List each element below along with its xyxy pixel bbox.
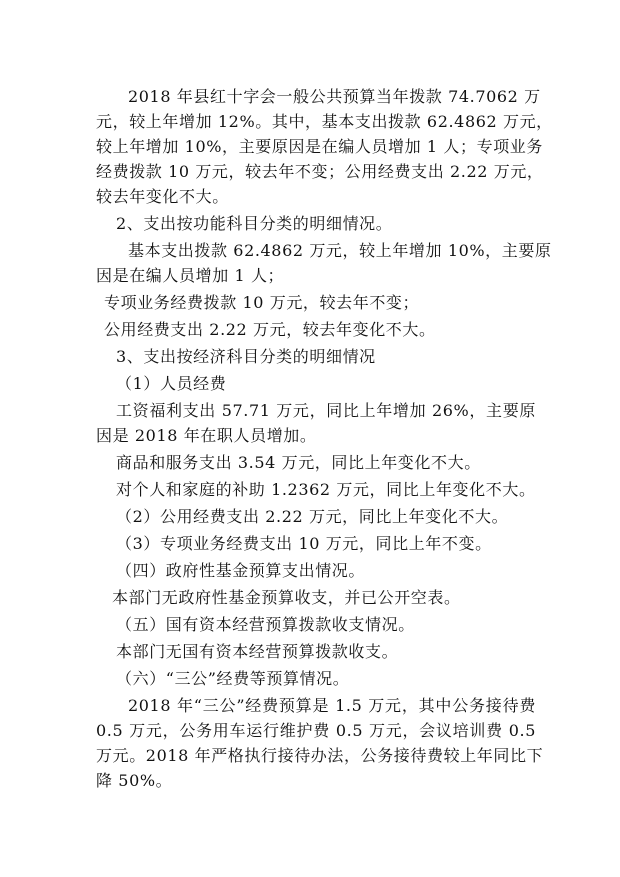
paragraph-line: 商品和服务支出 3.54 万元，同比上年变化不大。 [116,453,481,472]
paragraph-line: 万元。2018 年严格执行接待办法，公务接待费较上年同比下 [96,746,544,765]
subsection-heading: （3）专项业务经费支出 10 万元，同比上年不变。 [116,534,492,553]
section-heading: 3、支出按经济科目分类的明细情况 [116,347,376,366]
paragraph-line: 元，较上年增加 12%。其中，基本支出拨款 62.4862 万元， [96,112,553,131]
paragraph-line: 因是 2018 年在职人员增加。 [96,426,317,445]
document-body [96,84,553,793]
paragraph-line: 工资福利支出 57.71 万元，同比上年增加 26%，主要原 [116,401,536,420]
subsection-heading: （1）人员经费 [116,374,227,393]
section-heading: （五）国有资本经营预算拨款收支情况。 [116,615,415,634]
paragraph-line: 公用经费支出 2.22 万元，较去年变化不大。 [104,320,436,339]
paragraph-line: 经费拨款 10 万元，较去年不变；公用经费支出 2.22 万元， [96,162,544,181]
paragraph-line: 因是在编人员增加 1 人； [96,266,285,285]
section-heading: （四）政府性基金预算支出情况。 [116,561,366,580]
section-heading: （六）“三公”经费等预算情况。 [116,669,350,688]
paragraph-line: 对个人和家庭的补助 1.2362 万元，同比上年变化不大。 [116,480,536,499]
paragraph-line: 较去年变化不大。 [96,187,229,206]
paragraph-line: 本部门无政府性基金预算收支，并已公开空表。 [112,588,461,607]
subsection-heading: （2）公用经费支出 2.22 万元，同比上年变化不大。 [116,507,509,526]
paragraph-line: 基本支出拨款 62.4862 万元，较上年增加 10%，主要原 [128,241,552,260]
section-heading: 2、支出按功能科目分类的明细情况。 [116,214,393,233]
paragraph-line: 降 50%。 [96,771,173,790]
paragraph-line: 较上年增加 10%，主要原因是在编人员增加 1 人；专项业务 [96,137,544,156]
paragraph-line: 专项业务经费拨款 10 万元，较去年不变； [104,293,420,312]
paragraph-line: 本部门无国有资本经营预算拨款收支。 [116,642,399,661]
paragraph-line: 0.5 万元，公务用车运行维护费 0.5 万元，会议培训费 0.5 [96,721,536,740]
paragraph-line: 2018 年县红十字会一般公共预算当年拨款 74.7062 万 [128,87,541,106]
paragraph-line: 2018 年“三公”经费预算是 1.5 万元，其中公务接待费 [128,696,536,715]
